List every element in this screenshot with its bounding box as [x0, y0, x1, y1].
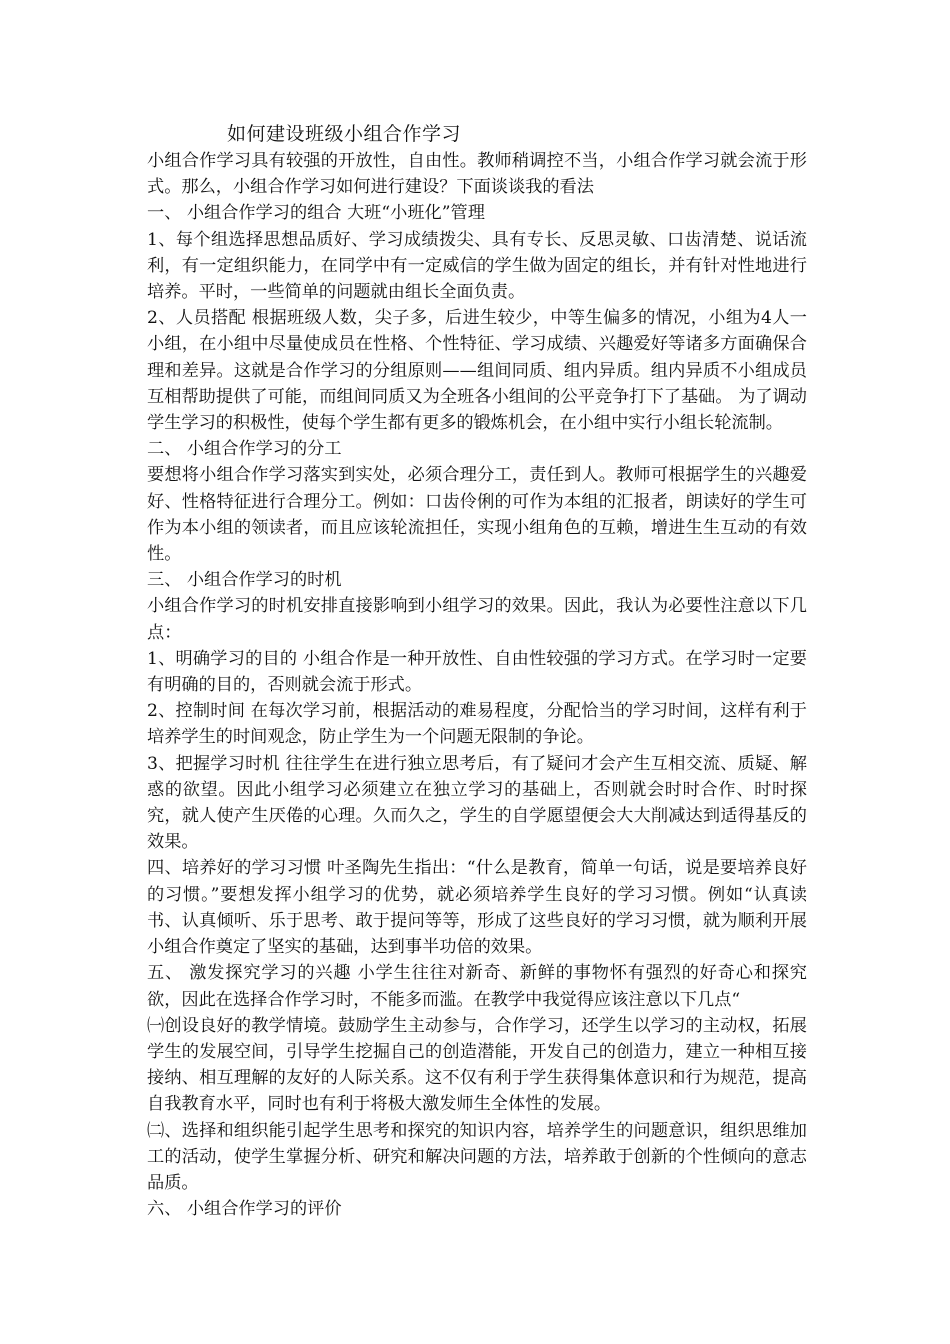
document-title: 如何建设班级小组合作学习	[227, 123, 462, 145]
section-heading-2: 二、 小组合作学习的分工	[147, 439, 342, 460]
section-heading-6: 六、 小组合作学习的评价	[147, 1199, 342, 1220]
section-heading-3: 三、 小组合作学习的时机	[147, 570, 342, 591]
paragraph-2: 要想将小组合作学习落实到实处，必须合理分工，责任到人。教师可根据学生的兴趣爱好、性格特征进行合理分工。例如：口齿伶俐的可作为本组的汇报者，朗读好的学生可作为本小组的领读者，而且应该轮流担任，实现小组角色的互赖，增进生生互动的有效性。	[147, 465, 807, 565]
paragraph-3-1: 1、明确学习的目的 小组合作是一种开放性、自由性较强的学习方式。在学习时一定要有明确的目的，否则就会流于形式。	[147, 648, 807, 696]
paragraph-1-2: 2、人员搭配 根据班级人数，尖子多，后进生较少，中等生偏多的情况，小组为4人一小组，在小组中尽量使成员在性格、个性特征、学习成绩、兴趣爱好等诸多方面确保合理和差异。这就是合作学习的分组原则——组间同质、组内异质。组内异质不小组成员互相帮助提供了可能，而组间同质又为全班各小组间的公平竞争打下了基础。 为了调动学生学习的积极性，使每个学生都有更多的锻炼机会，在小组中实行小组长轮流制。	[147, 308, 807, 434]
paragraph-5-2: ㈡、选择和组织能引起学生思考和探究的知识内容，培养学生的问题意识，组织思维加工的活动，使学生掌握分析、研究和解决问题的方法，培养敢于创新的个性倾向的意志品质。	[147, 1120, 807, 1193]
section-paragraph-5: 五、 激发探究学习的兴趣 小学生往往对新奇、新鲜的事物怀有强烈的好奇心和探究欲，因此在选择合作学习时，不能多而滥。在教学中我觉得应该注意以下几点“	[147, 963, 807, 1010]
paragraph-3-intro: 小组合作学习的时机安排直接影响到小组学习的效果。因此，我认为必要性注意以下几点：	[147, 596, 807, 643]
paragraph-3-2: 2、控制时间 在每次学习前，根据活动的难易程度，分配恰当的学习时间，这样有利于培养学生的时间观念，防止学生为一个问题无限制的争论。	[147, 701, 807, 748]
section-heading-1: 一、 小组合作学习的组合 大班“小班化”管理	[147, 203, 485, 224]
intro-paragraph: 小组合作学习具有较强的开放性，自由性。教师稍调控不当，小组合作学习就会流于形式。那么，小组合作学习如何进行建设？下面谈谈我的看法	[147, 151, 807, 198]
paragraph-3-3: 3、把握学习时机 往往学生在进行独立思考后，有了疑问才会产生互相交流、质疑、解惑的欲望。因此小组学习必须建立在独立学习的基础上，否则就会时时合作、时时探究，就人使产生厌倦的心理。久而久之，学生的自学愿望便会大大削减达到适得基反的效果。	[147, 753, 807, 853]
document-page	[147, 120, 807, 1222]
paragraph-5-1: ㈠创设良好的教学情境。鼓励学生主动参与，合作学习，还学生以学习的主动权，拓展学生的发展空间，引导学生挖掘自己的创造潜能，开发自己的创造力，建立一种相互接接纳、相互理解的友好的人际关系。这不仅有利于学生获得集体意识和行为规范，提高自我教育水平，同时也有利于将极大激发师生全体性的发展。	[147, 1015, 807, 1115]
paragraph-1-1: 1、每个组选择思想品质好、学习成绩拨尖、具有专长、反思灵敏、口齿清楚、说话流利，有一定组织能力，在同学中有一定威信的学生做为固定的组长，并有针对性地进行培养。平时，一些简单的问题就由组长全面负责。	[147, 229, 807, 303]
section-paragraph-4: 四、培养好的学习习惯 叶圣陶先生指出：“什么是教育，简单一句话，说是要培养良好的习惯。”要想发挥小组学习的优势，就必须培养学生良好的学习习惯。例如“认真读书、认真倾听、乐于思考、敢于提问等等，形成了这些良好的学习习惯，就为顺利开展小组合作奠定了坚实的基础，达到事半功倍的效果。	[147, 858, 807, 958]
